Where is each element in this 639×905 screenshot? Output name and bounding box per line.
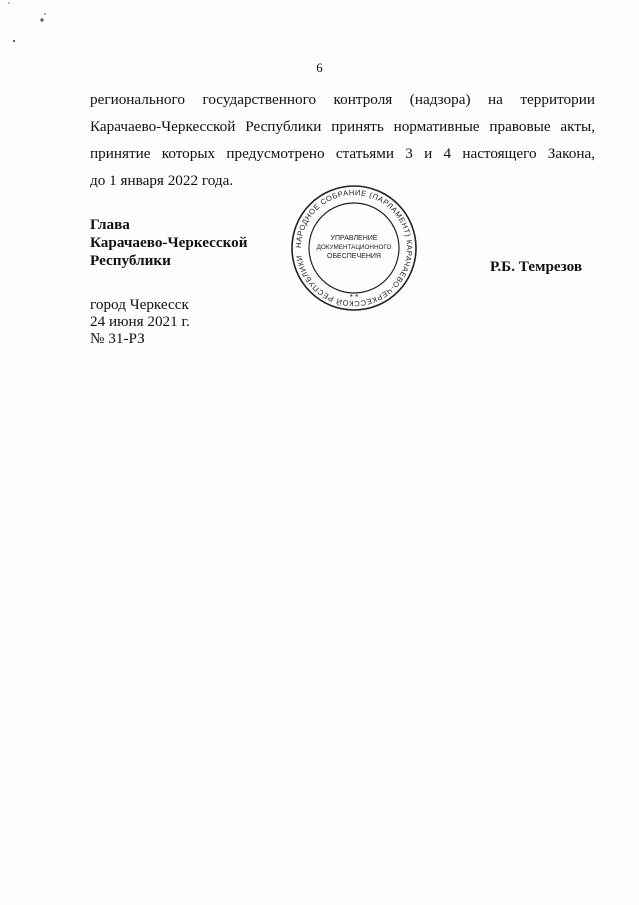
official-seal	[289, 183, 419, 313]
seal-stamp-graphic	[289, 183, 419, 313]
body-paragraph	[90, 86, 595, 194]
body-line: до 1 января 2022 года.	[90, 172, 234, 189]
scan-speck	[40, 18, 43, 21]
seal-outer-text-path: НАРОДНОЕ СОБРАНИЕ (ПАРЛАМЕНТ) КАРАЧАЕВО-ЧЕРКЕССКОЙ РЕСПУБЛИКИ	[293, 187, 415, 309]
signer-title-line: Карачаево-Черкесской	[90, 234, 248, 251]
signer-title-line: Республики	[90, 252, 171, 269]
signer-title-line: Глава	[90, 216, 130, 233]
date-label: 24 июня 2021 г.	[90, 313, 190, 330]
scan-speck	[8, 2, 9, 3]
body-line: принятие которых предусмотрено статьями 3 и 4 настоящего Закона,	[90, 145, 595, 162]
body-line: Карачаево-Черкесской Республики принять нормативные правовые акты,	[90, 118, 595, 135]
seal-inner-line: УПРАВЛЕНИЕ	[330, 235, 378, 242]
scan-specks	[0, 0, 639, 60]
body-line: регионального государственного контроля (надзора) на территории	[90, 91, 595, 108]
city-label: город Черкесск	[90, 296, 189, 313]
seal-inner-line: ДОКУМЕНТАЦИОННОГО	[316, 244, 392, 251]
law-number-label: № 31-РЗ	[90, 330, 145, 347]
seal-inner-text	[317, 235, 392, 260]
scan-speck	[13, 40, 15, 42]
signer-name: Р.Б. Темрезов	[490, 258, 583, 275]
seal-inner-line: ОБЕСПЕЧЕНИЯ	[327, 253, 381, 260]
page-number: 6	[316, 60, 323, 75]
signer-title	[90, 216, 248, 270]
seal-stars: * *	[349, 293, 359, 302]
scan-speck	[44, 13, 46, 15]
place-date-block	[90, 296, 190, 347]
